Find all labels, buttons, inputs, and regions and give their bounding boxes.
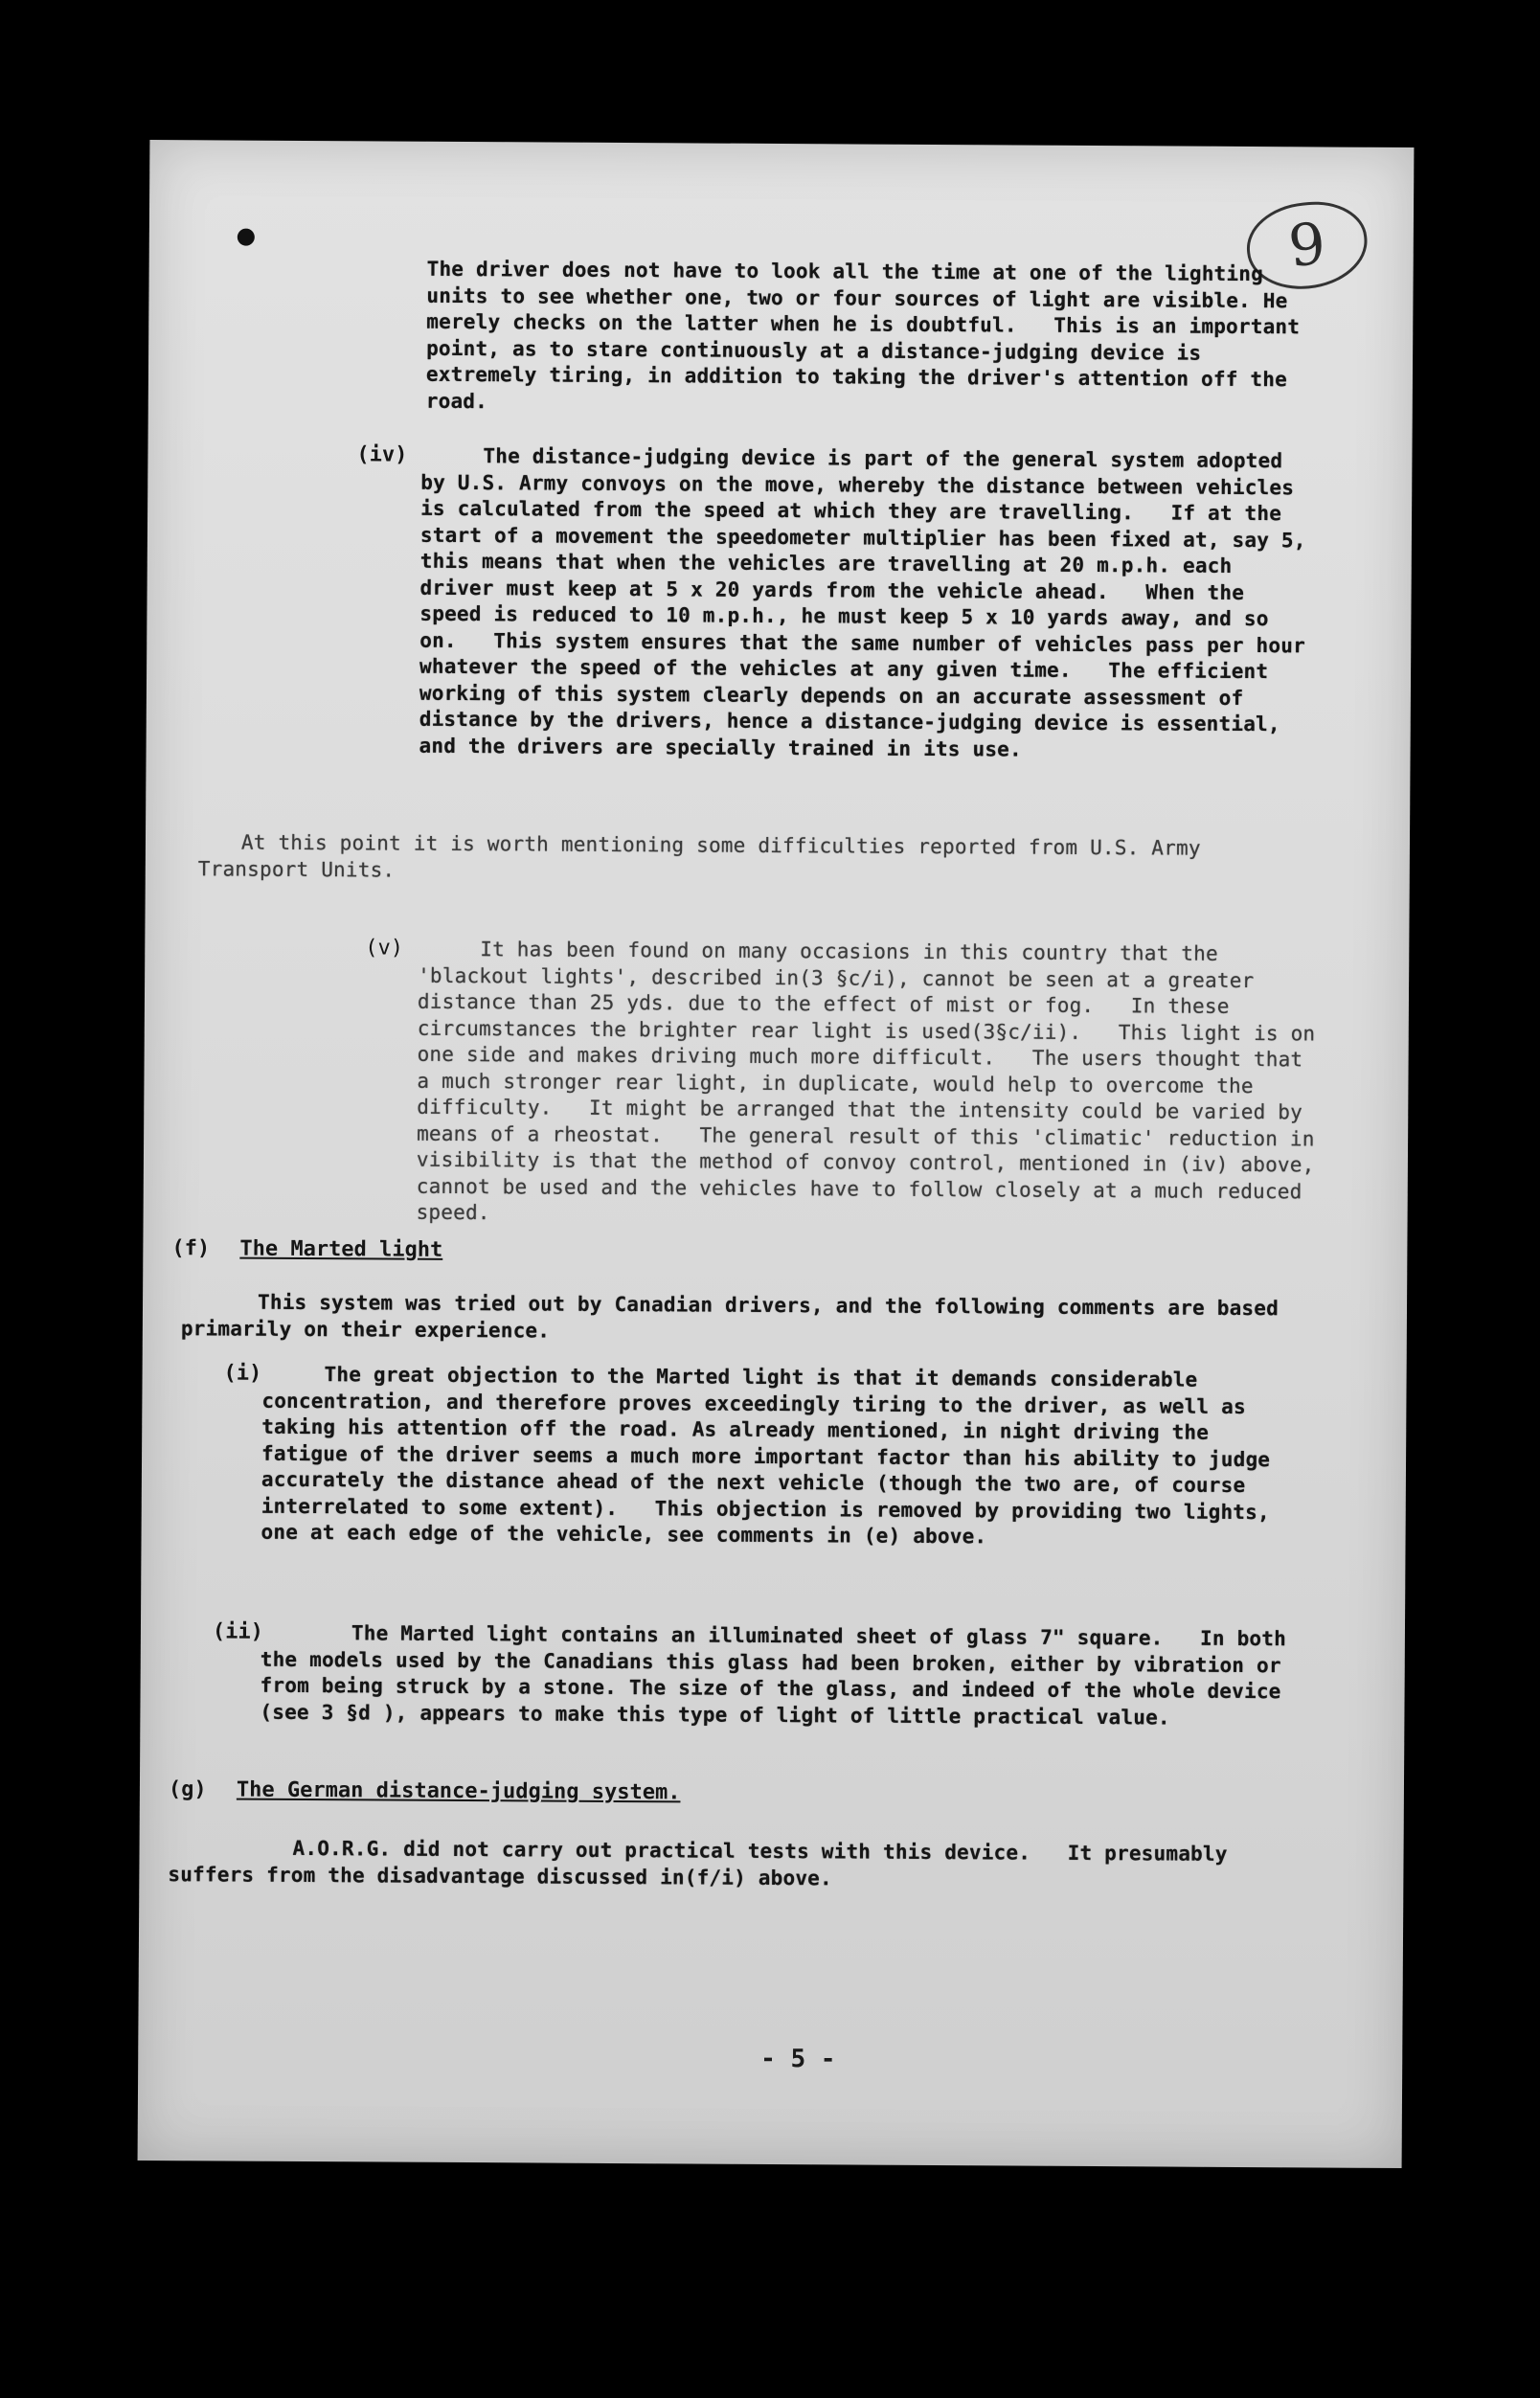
punch-hole bbox=[238, 229, 255, 246]
transition-paragraph: At this point it is worth mentioning some difficulties reported from U.S. Army Transport Units. bbox=[197, 830, 1213, 882]
section-f-item-i-marker: (i) bbox=[223, 1361, 262, 1386]
section-f-title: The Marted light bbox=[239, 1236, 443, 1262]
section-g-marker: (g) bbox=[168, 1777, 207, 1802]
section-f-marker: (f) bbox=[171, 1236, 211, 1261]
folio-number: 9 bbox=[1285, 210, 1329, 282]
section-f-heading bbox=[171, 1236, 442, 1262]
section-f-intro: This system was tried out by Canadian drivers, and the following comments are based primarily on their experience. bbox=[180, 1290, 1291, 1343]
section-g-heading bbox=[169, 1777, 681, 1804]
page-number: - 5 - bbox=[760, 2044, 836, 2074]
section-g-text: A.O.R.G. did not carry out practical tests with this device. It presumably suffers from the disadvantage discussed in(f/i) above. bbox=[168, 1836, 1240, 1889]
document-page bbox=[138, 140, 1415, 2168]
item-iv-marker: (iv) bbox=[356, 442, 408, 467]
section-g-title: The German distance-judging system. bbox=[236, 1777, 681, 1805]
section-f-item-ii-marker: (ii) bbox=[212, 1619, 264, 1644]
item-iv-text: The distance-judging device is part of the general system adopted by U.S. Army convoys on the move, whereby the distance between vehicles is calculated from the speed at which they are travelling. If at the start of a movement the speedometer multiplier has been fixed at, say 5, this means that when the vehicles are travelling at 20 m.p.h. each driver must keep at 5 x 20 yards from the vehicle ahead. When the speed is reduced to 10 m.p.h., he must keep 5 x 10 yards away, and so on. This system ensures that the same number of vehicles pass per hour whatever the speed of the vehicles at any given time. The efficient working of this system clearly depends on an accurate assessment of distance by the drivers, hence a distance-judging device is essential, and the drivers are specially trained in its use. bbox=[419, 444, 1319, 761]
section-f-item-ii-text: The Marted light contains an illuminated sheet of glass 7" square. In both the models used by the Canadians this glass had been broken, either by vibration or from being struck by a stone. The size of the glass, and indeed of the whole device (see 3 §d ), appears to make this type of light of little practical value. bbox=[260, 1621, 1299, 1730]
item-v-marker: (v) bbox=[365, 936, 404, 961]
section-f-item-i-text: The great objection to the Marted light is that it demands considerable concentration, and therefore proves exceedingly tiring to the driver, as well as taking his attention off the road. As already mentioned, in night driving the fatigue of the driver seems a much more important factor than his ability to judge accurately the distance ahead of the next vehicle (though the two are, of course interrelated to some extent). This objection is removed by providing two lights, one at each edge of the vehicle, see comments in (e) above. bbox=[260, 1363, 1283, 1549]
item-v-text: It has been found on many occasions in this country that the 'blackout lights', described in(3 §c/i), cannot be seen at a greater distance than 25 yds. due to the effect of mist or fog. In these circumstances the brighter rear light is used(3§c/ii). This light is on one side and makes driving much more difficult. The users thought that a much stronger rear light, in duplicate, would help to overcome the difficulty. It might be arranged that the intensity could be varied by means of a rheostat. The general result of this 'climatic' reduction in visibility is that the method of convoy control, mentioned in (iv) above, cannot be used and the vehicles have to follow closely at a much reduced speed. bbox=[416, 938, 1328, 1225]
intro-paragraph: The driver does not have to look all the time at one of the lighting units to see whether one, two or four sources of light are visible. He merely checks on the latter when he is doubtful. This is an important point, as to stare continuously at a distance-judging device is extremely tiring, in addition to taking the driver's attention off the road. bbox=[425, 257, 1313, 413]
